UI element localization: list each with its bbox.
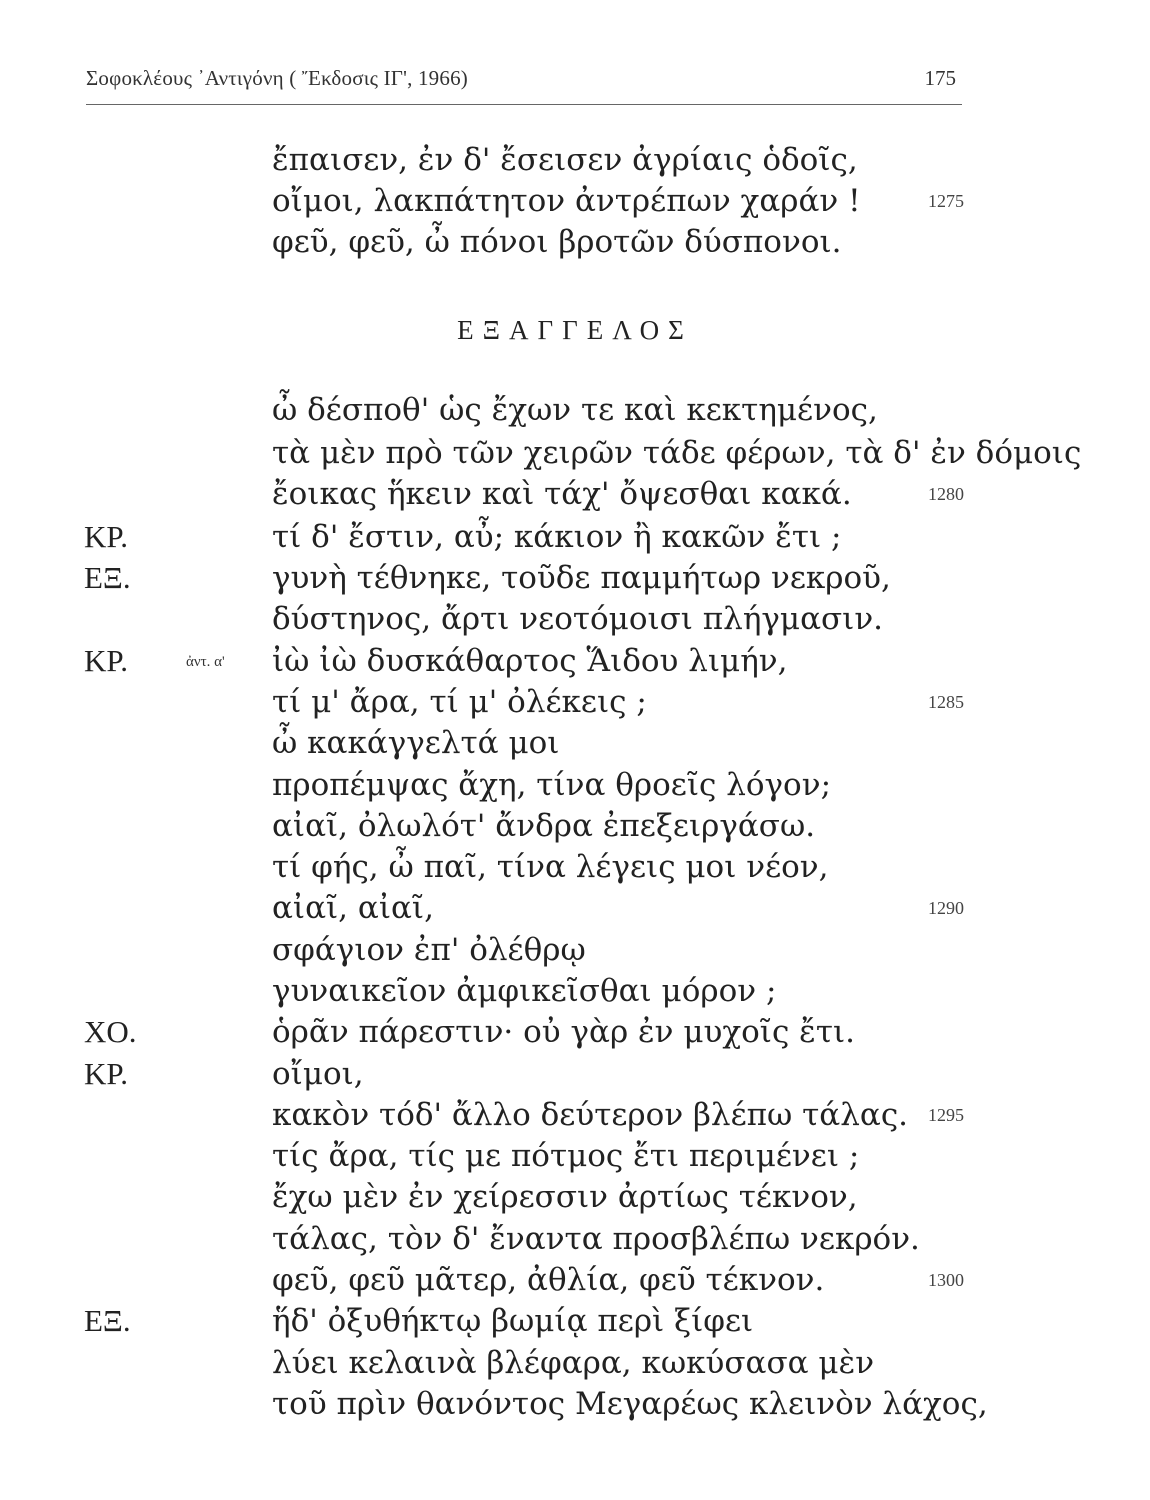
verse-line: τάλας, τὸν δ' ἔναντα προσβλέπω νεκρόν. (272, 1221, 920, 1257)
line-number: 1295 (928, 1105, 964, 1125)
verse-line: κακὸν τόδ' ἄλλο δεύτερον βλέπω τάλας. (272, 1097, 909, 1133)
verse-line: δύστηνος, ἄρτι νεοτόμοισι πλήγμασιν. (272, 601, 884, 637)
line-number: 1290 (928, 898, 964, 918)
speaker-label: ΚΡ. (84, 643, 128, 678)
running-header (86, 66, 962, 102)
page-number: 175 (924, 66, 956, 90)
verse-line: ὁρᾶν πάρεστιν· οὐ γὰρ ἐν μυχοῖς ἔτι. (272, 1014, 855, 1050)
line-number: 1275 (928, 191, 964, 211)
verse-line: ἥδ' ὀξυθήκτῳ βωμίᾳ περὶ ξίφει (272, 1303, 754, 1339)
verse-line: οἴμοι, λακπάτητον ἀντρέπων χαράν ! (272, 183, 861, 219)
header-rule (86, 104, 962, 105)
speaker-label: ΧΟ. (84, 1014, 137, 1049)
speaker-label: ΚΡ. (84, 1056, 128, 1091)
verse-line: τοῦ πρὶν θανόντος Μεγαρέως κλεινὸν λάχος, (272, 1386, 988, 1422)
running-title: Σοφοκλέους ᾿Αντιγόνη ( Ἔκδοσις ΙΓ', 1966) (86, 66, 468, 90)
line-number: 1285 (928, 692, 964, 712)
verse-line: τί μ' ἄρα, τί μ' ὀλέκεις ; (272, 684, 647, 720)
speaker-label: ΕΞ. (84, 560, 131, 595)
verse-line: φεῦ, φεῦ μᾶτερ, ἀθλία, φεῦ τέκνον. (272, 1262, 825, 1298)
verse-line: αἰαῖ, αἰαῖ, (272, 890, 434, 926)
speaker-heading: ΕΞΑΓΓΕΛΟΣ (457, 315, 693, 345)
line-number: 1280 (928, 484, 964, 504)
verse-line: τίς ἄρα, τίς με πότμος ἔτι περιμένει ; (272, 1138, 860, 1174)
verse-line: αἰαῖ, ὀλωλότ' ἄνδρα ἐπεξειργάσω. (272, 808, 816, 844)
verse-line: γυναικεῖον ἀμφικεῖσθαι μόρον ; (272, 973, 777, 1009)
verse-line: οἴμοι, (272, 1056, 364, 1092)
verse-line: ὦ δέσποθ' ὡς ἔχων τε καὶ κεκτημένος, (272, 392, 878, 428)
line-number: 1300 (928, 1270, 964, 1290)
verse-line: ἰὼ ἰὼ δυσκάθαρτος Ἅιδου λιμήν, (272, 643, 788, 679)
verse-line: ἔπαισεν, ἐν δ' ἔσεισεν ἀγρίαις ὁδοῖς, (272, 142, 858, 178)
verse-line: σφάγιον ἐπ' ὀλέθρῳ (272, 932, 586, 968)
verse-line: λύει κελαινὰ βλέφαρα, κωκύσασα μὲν (272, 1345, 875, 1381)
speaker-label: ΚΡ. (84, 519, 128, 554)
verse-line: τί φής, ὦ παῖ, τίνα λέγεις μοι νέον, (272, 849, 829, 885)
verse-line: προπέμψας ἄχη, τίνα θροεῖς λόγον; (272, 767, 832, 803)
verse-line: τὰ μὲν πρὸ τῶν χειρῶν τάδε φέρων, τὰ δ' ἐν δόμοις (272, 435, 1082, 471)
speaker-label: ΕΞ. (84, 1303, 131, 1338)
verse-line: ὦ κακάγγελτά μοι (272, 725, 560, 761)
verse-line: ἔοικας ἥκειν καὶ τάχ' ὄψεσθαι κακά. (272, 476, 852, 512)
verse-line: φεῦ, φεῦ, ὦ πόνοι βροτῶν δύσπονοι. (272, 224, 842, 260)
verse-line: γυνὴ τέθνηκε, τοῦδε παμμήτωρ νεκροῦ, (272, 560, 891, 596)
strophe-mark: ἀντ. α' (186, 654, 225, 670)
verse-line: ἔχω μὲν ἐν χείρεσσιν ἀρτίως τέκνον, (272, 1179, 858, 1215)
verse-line: τί δ' ἔστιν, αὖ; κάκιον ἢ κακῶν ἔτι ; (272, 519, 842, 555)
